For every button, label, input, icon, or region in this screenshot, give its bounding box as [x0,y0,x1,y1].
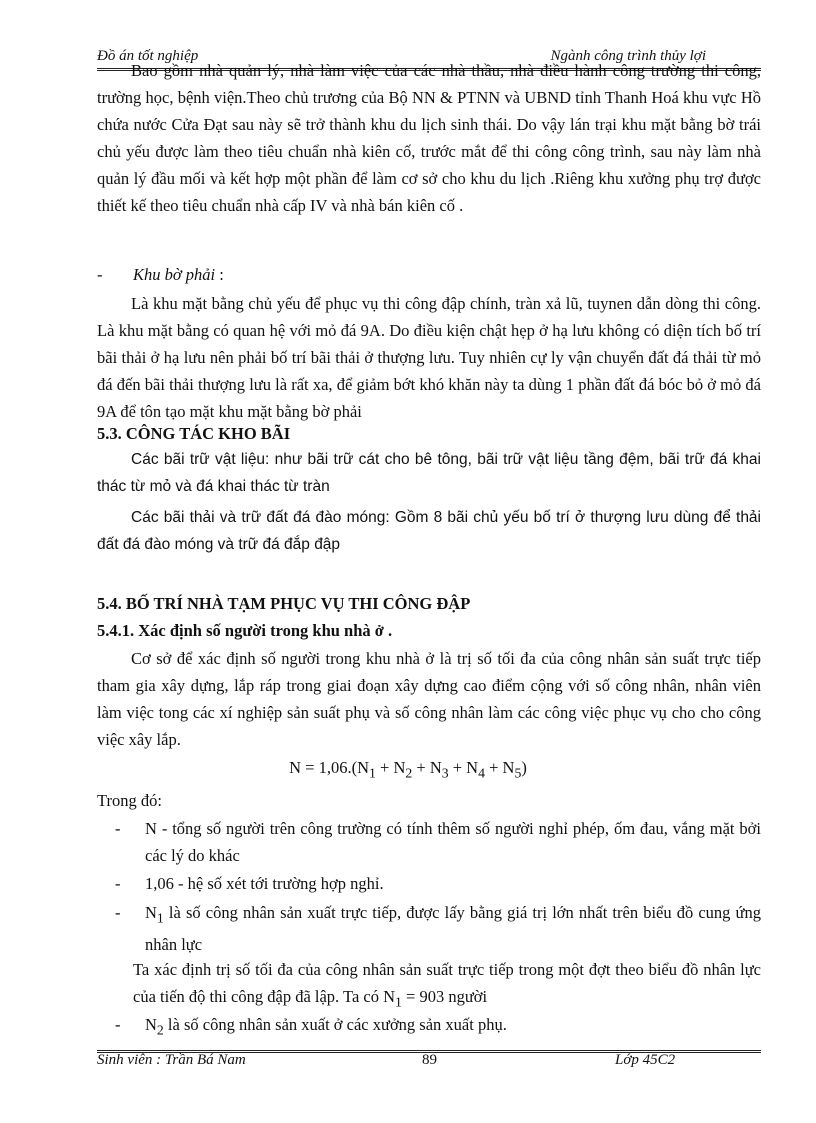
bullet-n1-text: $N_1$ là số công nhân sản xuất trực tiếp, được lấy bằng giá trị lớn nhất trên biểu đồ cung ứng nhân lực [145,903,761,955]
heading-5-4: 5.4. BỐ TRÍ NHÀ TẠM PHỤC VỤ THI CÔNG ĐẬP [97,594,471,613]
list-dash: - [115,903,121,922]
khu-bo-phai-colon: : [215,265,224,284]
bullet-n2-text: $N_2$ là số công nhân sản xuất ở các xưởng sản xuất phụ. [145,1015,507,1038]
list-item [115,870,761,897]
footer-student: Sinh viên : Trần Bá Nam [97,1052,246,1068]
heading-5-3: 5.3. CÔNG TÁC KHO BÃI [97,424,291,443]
khu-bo-phai-label: Khu bờ phải [133,265,216,284]
paragraph-co-so: Cơ sở để xác định số người trong khu nhà ở là trị số tối đa của công nhân sản suất trực tiếp tham gia xây dựng, lắp ráp trong giai đoạn xây dựng cao điểm cộng với số công nhân, nhân viên làm việc tong các xí nghiệp sản suất phụ và số công nhân làm các công việc phục vụ cho cho công việc xây lắp. [97,649,761,749]
page-footer [97,1052,761,1072]
page-number: 89 [422,1052,437,1068]
paragraph-bai-thai: Các bãi thải và trữ đất đá đào móng: Gồm 8 bãi chủ yếu bố trí ở thượng lưu dùng để thải đất đá đào móng và trữ đá đắp đập [97,509,761,553]
bullet-106-text: 1,06 - hệ số xét tới trường hợp nghỉ. [145,874,384,893]
list-dash: - [97,265,103,284]
trong-do-label: Trong đó: [97,791,162,810]
header-right: Ngành công trình thủy lợi [550,48,706,64]
list-item [115,815,761,869]
paragraph-tri-so-toi-da: Ta xác định trị số tối đa của công nhân sản suất trực tiếp trong một đợt theo biểu đồ nhân lực của tiến độ thi công đập đã lập. Ta có $N_1 = 903$ người [133,960,761,1010]
formula-n: $N = 1,06.(N_1 + N_2 + N_3 + N_4 + N_5)$ [289,758,527,781]
paragraph-khu-bo-phai: Là khu mặt bằng chủ yếu để phục vụ thi công đập chính, tràn xả lũ, tuynen dẫn dòng thi công. Là khu mặt bằng có quan hệ với mỏ đá 9A. Do điều kiện chật hẹp ở hạ lưu không có diện tích bố trí bãi thải ở hạ lưu nên phải bố trí bãi thải ở thượng lưu. Tuy nhiên cự ly vận chuyển đất đá thải từ mỏ đá đến bãi thải thượng lưu là rất xa, để giảm bớt khó khăn này ta dùng 1 phần đất đá bóc bỏ ở mỏ đá 9A để tôn tạo mặt khu mặt bằng bờ phải [97,294,761,421]
list-item [115,1011,761,1043]
list-dash: - [115,1015,121,1034]
list-dash: - [115,819,121,838]
list-dash: - [115,874,121,893]
bullet-n-text: N - tổng số người trên công trường có tính thêm số người nghỉ phép, ốm đau, vắng mặt bởi các lý do khác [145,819,761,865]
heading-5-4-1: 5.4.1. Xác định số người trong khu nhà ở . [97,621,393,640]
list-item [115,899,761,958]
footer-class: Lớp 45C2 [615,1052,676,1068]
paragraph-bai-tru-vat-lieu: Các bãi trữ vật liệu: như bãi trữ cát cho bê tông, bãi trữ vật liệu tầng đệm, bãi trữ đá khai thác từ mỏ và đá khai thác từ tràn [97,451,761,495]
paragraph-nha-quan-ly: Bao gồm nhà quản lý, nhà làm việc của các nhà thầu, nhà điều hành công trường thi công, trường học, bệnh viện.Theo chủ trương của Bộ NN & PTNN và UBND tỉnh Thanh Hoá khu vực Hồ chứa nước Cửa Đạt sau này sẽ trở thành khu du lịch sinh thái. Do vậy lán trại khu mặt bằng bờ trái chủ yếu được làm theo tiêu chuẩn nhà kiên cố, trước mắt để thi công công trình, sau này làm nhà quản lý đầu mối và kết hợp một phần để làm cơ sở cho khu du lịch .Riêng khu xưởng phụ trợ được thiết kế theo tiêu chuẩn nhà cấp IV và nhà bán kiên cố . [97,61,761,215]
khu-bo-phai-item [97,261,743,288]
header-left: Đồ án tốt nghiệp [97,48,199,64]
